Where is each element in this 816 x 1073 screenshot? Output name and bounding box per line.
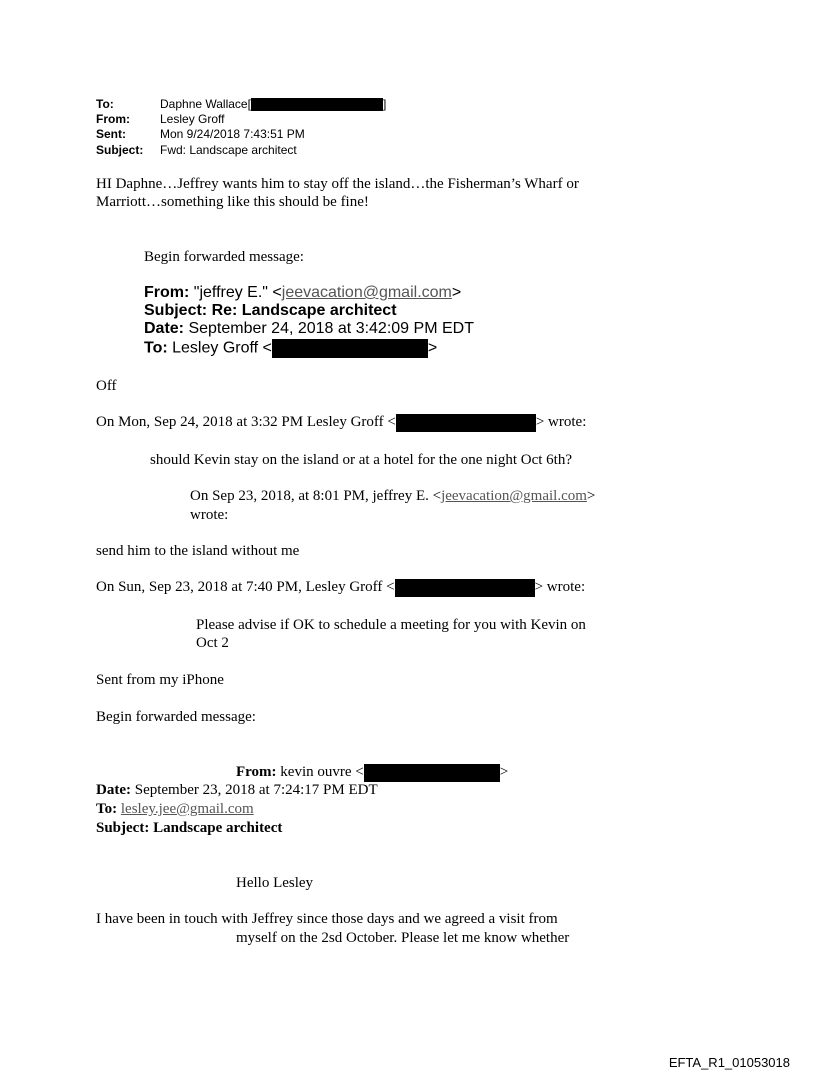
final-line-2: myself on the 2sd October. Please let me know whether — [236, 930, 570, 946]
to-value: Daphne Wallace[ — [160, 97, 251, 111]
fwd1-from-label: From: — [144, 284, 190, 301]
subject-value: Fwd: Landscape architect — [160, 143, 297, 157]
quote3-line — [96, 578, 585, 597]
quote2-email-link[interactable]: jeevacation@gmail.com — [441, 488, 587, 504]
fwd1-from-row — [144, 284, 461, 302]
fwd2-from-label: From: — [236, 764, 277, 780]
advise-line-2: Oct 2 — [196, 635, 229, 651]
fwd1-from-email-link[interactable]: jeevacation@gmail.com — [281, 284, 452, 301]
fwd1-subject: Subject: Re: Landscape architect — [144, 302, 397, 319]
quote3-prefix: On Sun, Sep 23, 2018 at 7:40 PM, Lesley Groff < — [96, 579, 395, 595]
fwd2-to-row — [96, 800, 254, 818]
redaction-block — [396, 414, 536, 432]
fwd1-to-close: > — [427, 339, 438, 357]
header-sent-row — [96, 127, 305, 142]
quote1-suffix: > wrote: — [535, 414, 587, 430]
quote1-prefix: On Mon, Sep 24, 2018 at 3:32 PM Lesley Groff < — [96, 414, 396, 430]
fwd1-subject-row — [144, 302, 397, 320]
redaction-block — [364, 764, 500, 782]
begin-forwarded-2: Begin forwarded message: — [96, 709, 256, 725]
fwd2-to-email-link[interactable]: lesley.jee@gmail.com — [120, 801, 254, 817]
fwd1-from-name: "jeffrey E." < — [189, 284, 282, 301]
send-him-text: send him to the island without me — [96, 543, 300, 559]
fwd1-to-row — [144, 339, 437, 358]
document-id-footer: EFTA_R1_01053018 — [668, 1055, 790, 1070]
intro-line-1: HI Daphne…Jeffrey wants him to stay off the island…the Fisherman’s Wharf or — [96, 176, 579, 192]
fwd1-date-label: Date: — [144, 320, 185, 337]
quote2-prefix: On Sep 23, 2018, at 8:01 PM, jeffrey E. < — [190, 488, 442, 504]
quote1-body: should Kevin stay on the island or at a hotel for the one night Oct 6th? — [150, 452, 572, 468]
fwd2-date-row — [96, 781, 378, 799]
fwd2-from-close: > — [499, 764, 509, 780]
quote2-suffix: > — [586, 488, 596, 504]
header-to-row — [96, 97, 386, 112]
off-text: Off — [96, 378, 117, 394]
quote1-line — [96, 413, 586, 432]
fwd2-from-value: kevin ouvre < — [276, 764, 364, 780]
fwd2-to-label: To: — [96, 801, 118, 817]
fwd1-from-close: > — [451, 284, 462, 301]
sent-label: Sent: — [96, 127, 126, 141]
sent-value: Mon 9/24/2018 7:43:51 PM — [160, 127, 305, 141]
to-close: ] — [382, 97, 387, 111]
redaction-block — [272, 339, 428, 358]
quote2-line-1 — [190, 487, 595, 505]
fwd2-from-row — [236, 763, 508, 782]
header-from-row — [96, 112, 224, 127]
fwd2-date-value: September 23, 2018 at 7:24:17 PM EDT — [130, 782, 378, 798]
quote2-line-2: wrote: — [190, 507, 229, 523]
redaction-block — [251, 98, 383, 111]
hello-text: Hello Lesley — [236, 875, 314, 891]
fwd1-to-label: To: — [144, 339, 168, 357]
to-label: To: — [96, 97, 114, 111]
fwd1-date-value: September 24, 2018 at 3:42:09 PM EDT — [184, 320, 474, 337]
fwd2-subject: Subject: Landscape architect — [96, 820, 283, 836]
from-label: From: — [96, 112, 130, 126]
fwd2-date-label: Date: — [96, 782, 131, 798]
advise-line-1: Please advise if OK to schedule a meeting for you with Kevin on — [196, 617, 586, 633]
redaction-block — [395, 579, 535, 597]
fwd2-subject-row — [96, 819, 282, 837]
final-line-1: I have been in touch with Jeffrey since those days and we agreed a visit from — [96, 911, 558, 927]
header-subject-row — [96, 143, 297, 158]
fwd1-to-value: Lesley Groff < — [167, 339, 272, 357]
from-value: Lesley Groff — [160, 112, 225, 126]
begin-forwarded-1: Begin forwarded message: — [144, 249, 304, 265]
quote3-suffix: > wrote: — [534, 579, 586, 595]
fwd1-date-row — [144, 320, 474, 338]
intro-line-2: Marriott…something like this should be fine! — [96, 194, 369, 210]
subject-label: Subject: — [96, 143, 144, 157]
sent-from-iphone: Sent from my iPhone — [96, 672, 224, 688]
